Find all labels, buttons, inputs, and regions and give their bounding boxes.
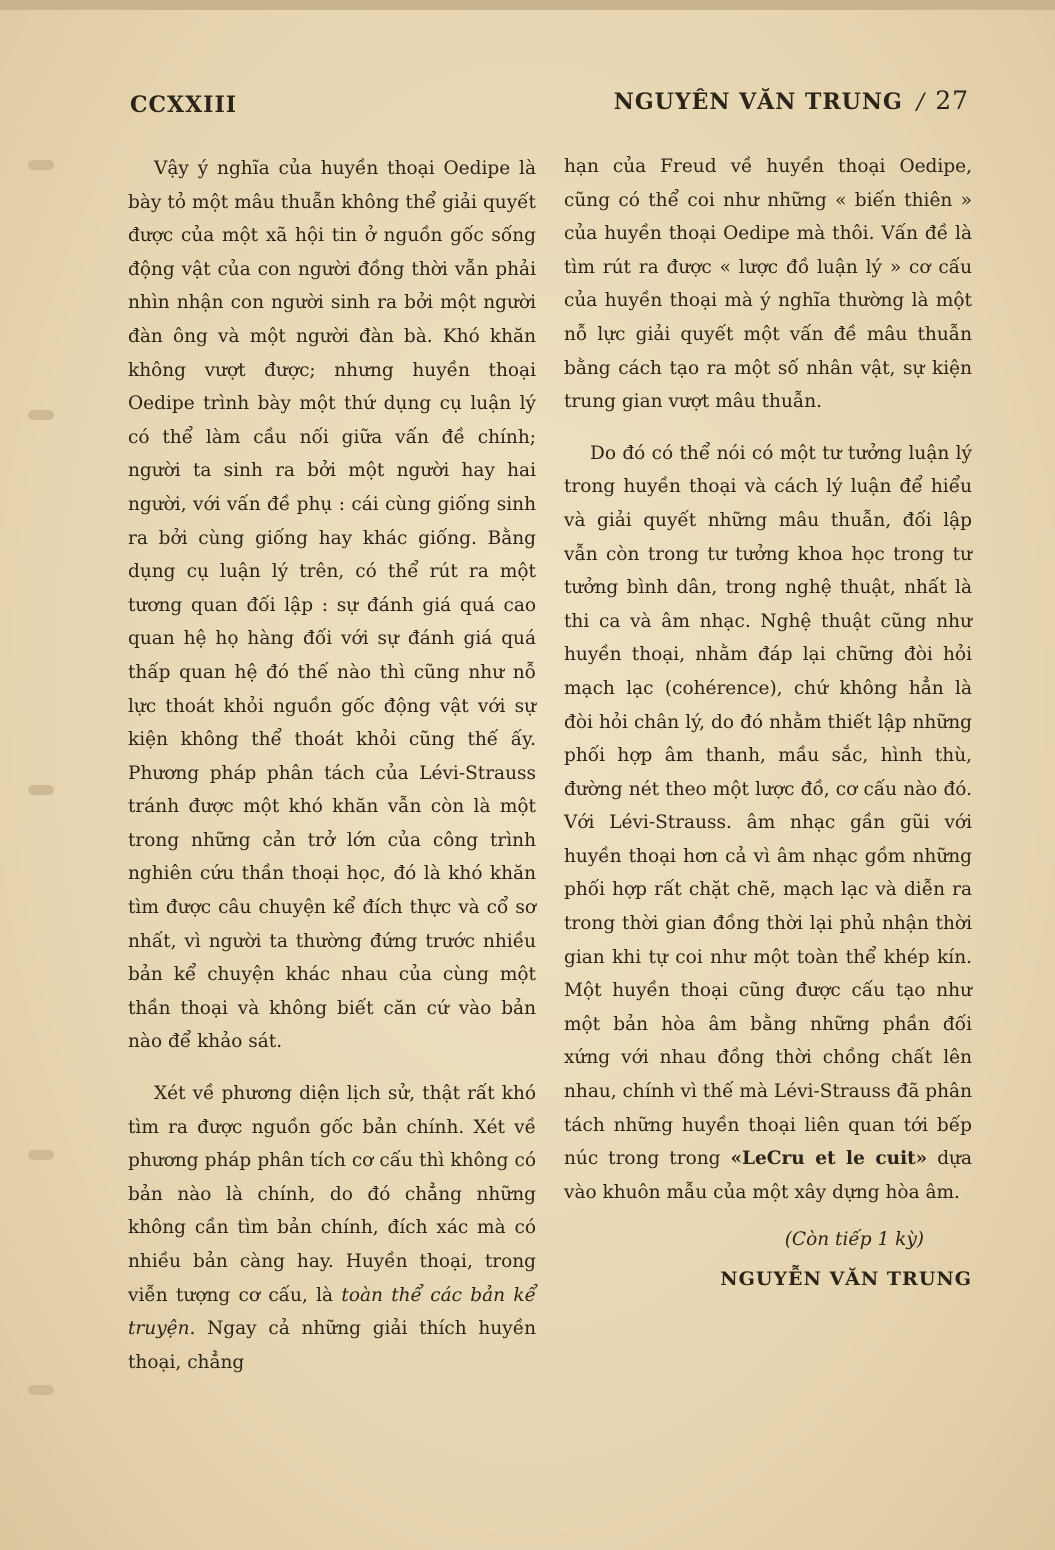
page-top-edge [0, 0, 1055, 10]
paragraph-text: dựa vào khuôn mẫu của một xây dựng hòa âm. [564, 1148, 972, 1203]
paragraph: Vậy ý nghĩa của huyền thoại Oedipe là bày tỏ một mâu thuẫn không thể giải quyết được của một xã hội tin ở nguồn gốc sống động vật của con người đồng thời vẫn phải nhìn nhận con người sinh ra bởi một người đàn ông và một người đàn bà. Khó khăn không vượt được; nhưng huyền thoại Oedipe trình bày một thứ dụng cụ luận lý có thể làm cầu nối giữa vấn đề chính; người ta sinh ra bởi một người hay hai người, với vấn đề phụ : cái cùng giống sinh ra bởi cùng giống hay khác giống. Bằng dụng cụ luận lý trên, có thể rút ra một tương quan đối lập : sự đánh giá quá cao quan hệ họ hàng đối với sự đánh giá quá thấp quan hệ đó thế nào thì cũng như nỗ lực thoát khỏi nguồn gốc động vật với sự kiện không thể thoát khỏi cũng thế ấy. Phương pháp phân tách của Lévi-Strauss tránh được một khó khăn vẫn còn là một trong những cản trở lớn của công trình nghiên cứu thần thoại học, đó là khó khăn tìm được câu chuyện kể đích thực và cổ sơ nhất, vì người ta thường đứng trước nhiều bản kể chuyện khác nhau của cùng một thần thoại và không biết căn cứ vào bản nào để khảo sát. [128, 158, 536, 1053]
header-separator: / [916, 90, 926, 115]
header-author: NGUYÊN VĂN TRUNG [613, 89, 903, 115]
continued-note: (Còn tiếp 1 kỳ) [784, 1229, 924, 1251]
binding-hole [28, 1150, 54, 1160]
emphasized-text: toàn thể các bản kể truyện [128, 1284, 536, 1340]
binding-hole [28, 160, 54, 170]
paragraph [128, 1077, 536, 1379]
running-header [614, 86, 969, 115]
paragraph-text: Do đó có thể nói có một tư tưởng luận lý trong huyền thoại và cách lý luận để hiểu và giải quyết những mâu thuẫn, đối lập vẫn còn trong tư tưởng khoa học trong tư tưởng bình dân, trong nghệ thuật, nhất là thi ca và âm nhạc. Nghệ thuật cũng như huyền thoại, nhằm đáp lại chững đòi hỏi mạch lạc (cohérence), chứ không hẳn là đòi hỏi chân lý, do đó nhằm thiết lập những phối hợp âm thanh, mầu sắc, hình thù, đường nét theo một lược đồ, cơ cấu nào đó. Với Lévi-Strauss. âm nhạc gần gũi với huyền thoại hơn cả vì âm nhạc gồm những phối hợp rất chặt chẽ, mạch lạc và diễn ra trong thời gian đồng thời lại phủ nhận thời gian khi tự coi như một toàn thể khép kín. Một huyền thoại cũng được cấu tạo như một bản hòa âm bằng những phần đối xứng với nhau đồng thời chồng chất lên nhau, chính vì thế mà Lévi-Strauss đã phân tách những huyền thoại liên quan tới bếp núc trong trong [564, 442, 972, 1170]
binding-hole [28, 785, 54, 795]
paragraph [564, 437, 972, 1210]
paragraph-text: Xét về phương diện lịch sử, thật rất khó tìm ra được nguồn gốc bản chính. Xét về phương pháp phân tích cơ cấu thì không có bản nào là chính, do đó chẳng những không cần tìm bản chính, đích xác mà có nhiều bản càng hay. Huyền thoại, trong viễn tượng cơ cấu, là [128, 1083, 536, 1306]
author-signature: NGUYỄN VĂN TRUNG [720, 1268, 972, 1290]
binding-hole [28, 1385, 54, 1395]
left-column [128, 152, 536, 1379]
paragraph: hạn của Freud về huyền thoại Oedipe, cũng có thể coi như những « biến thiên » của huyền thoại Oedipe mà thôi. Vấn đề là tìm rút ra được « lược đồ luận lý » cơ cấu của huyền thoại mà ý nghĩa thường là một nỗ lực giải quyết một vấn đề mâu thuẫn bằng cách tạo ra một số nhân vật, sự kiện trung gian vượt mâu thuẫn. [564, 156, 972, 413]
right-column [564, 150, 972, 1297]
binding-hole [28, 410, 54, 420]
paragraph-text: . Ngay cả những giải thích huyền thoại, chẳng [128, 1318, 536, 1373]
book-title: «LeCru et le cuit» [730, 1148, 928, 1170]
issue-number: CCXXIII [130, 92, 238, 118]
page-number: 27 [935, 86, 969, 115]
